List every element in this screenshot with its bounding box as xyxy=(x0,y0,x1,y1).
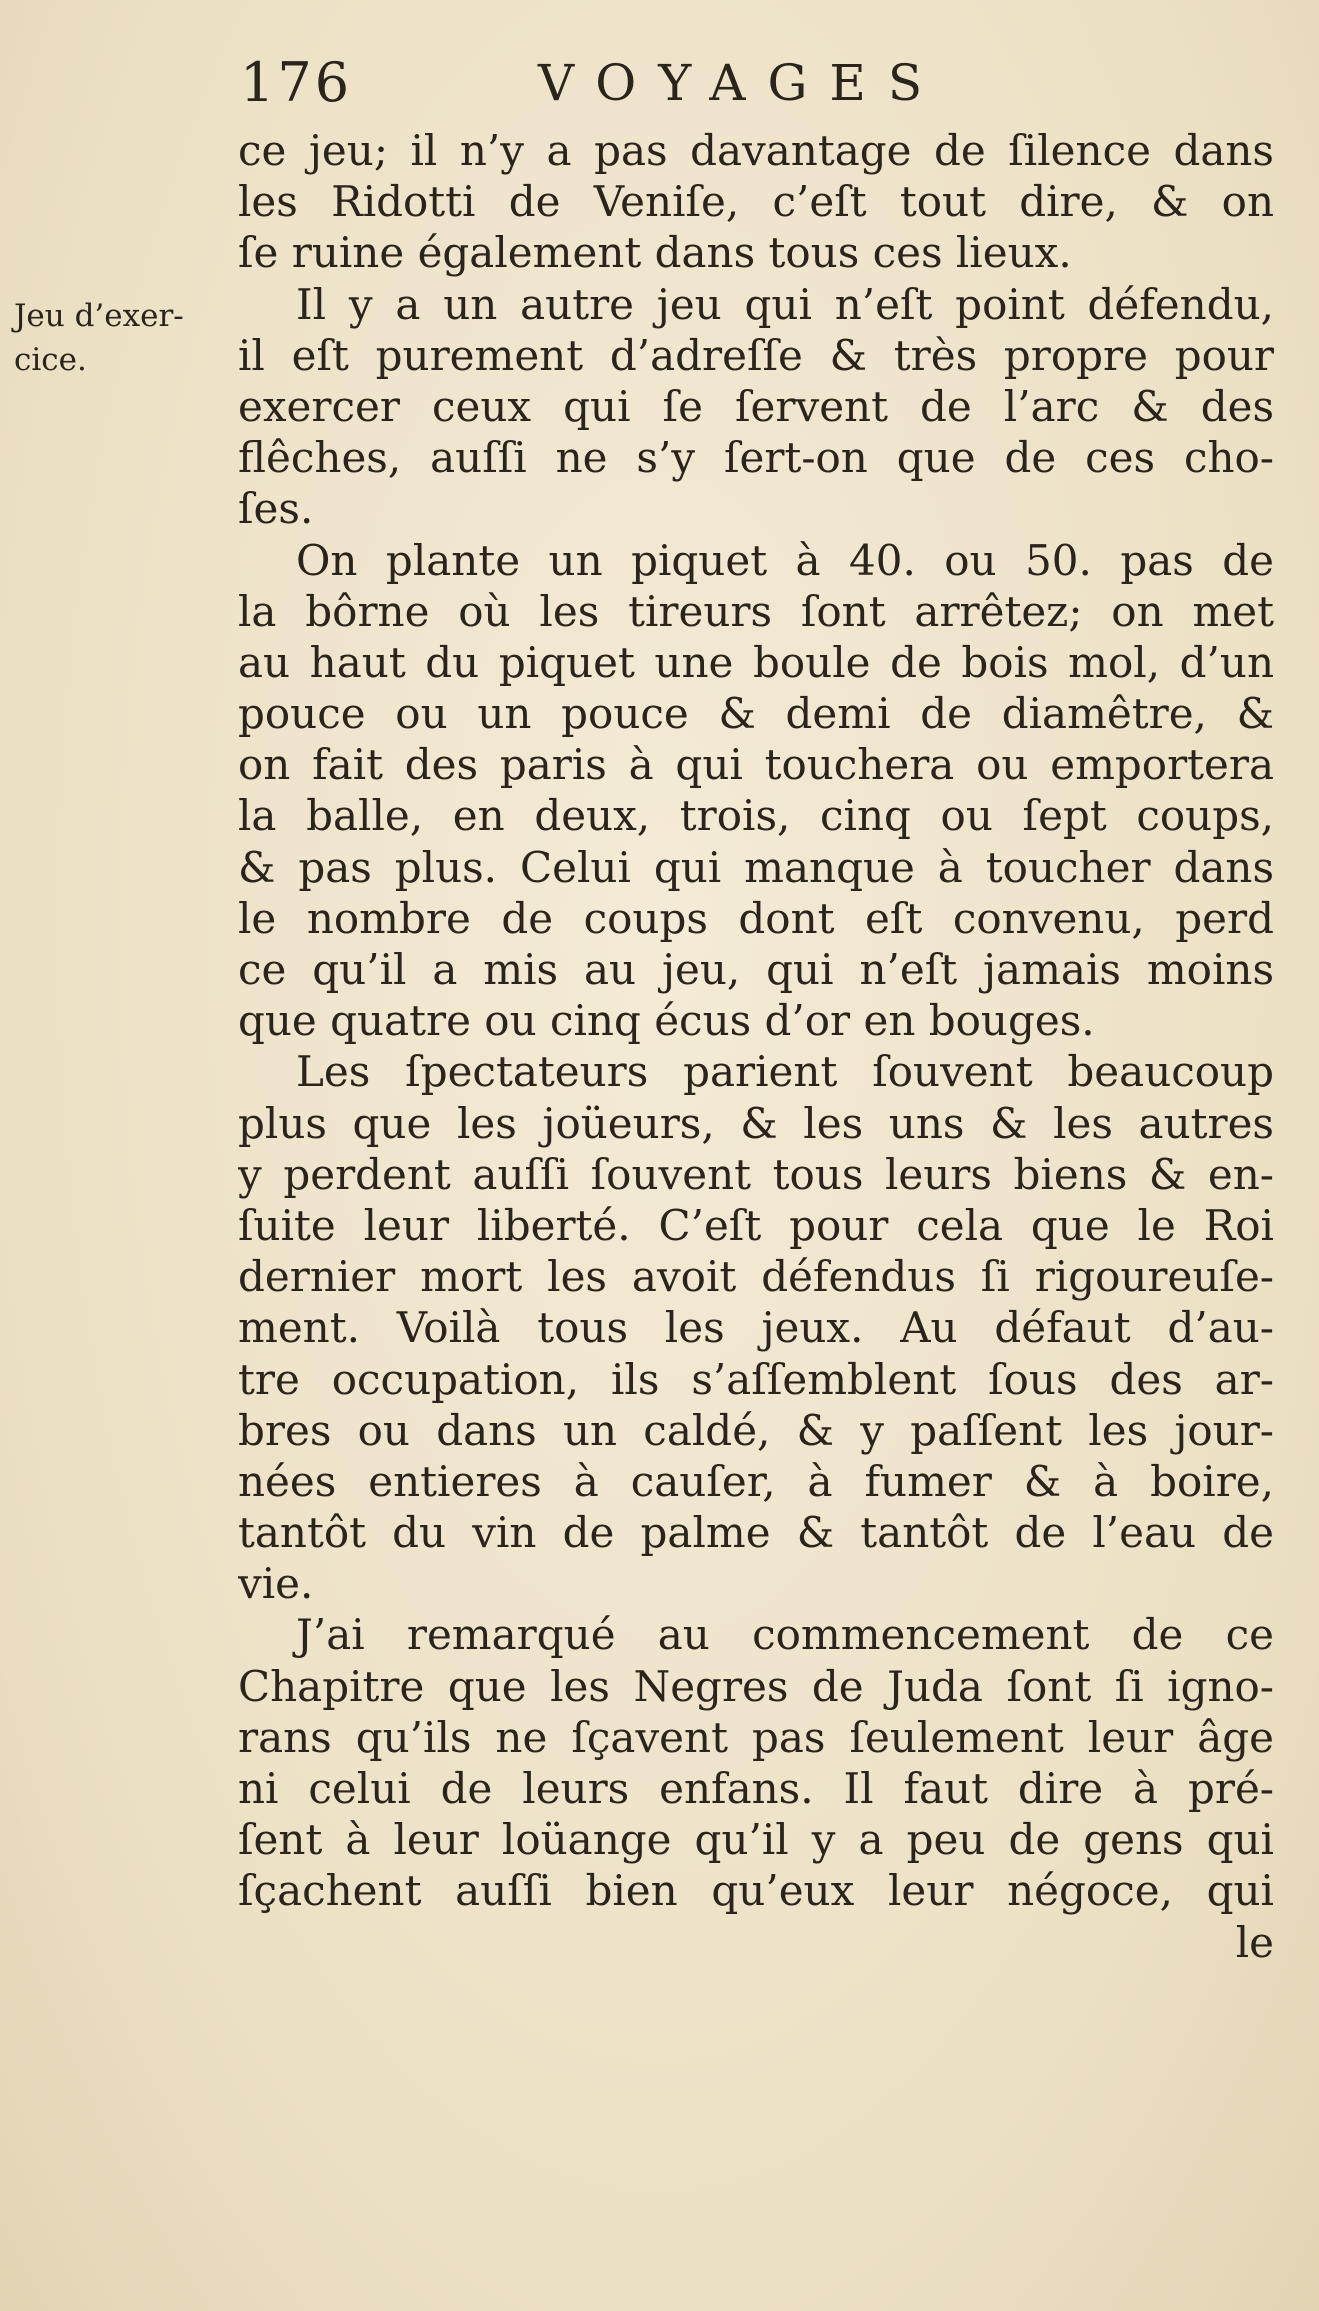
text-line: ſçachent auſſi bien qu’eux leur négoce, qui xyxy=(238,1866,1274,1916)
text-line: tre occupation, ils s’aſſemblent ſous des ar- xyxy=(238,1354,1274,1404)
text-line: ſuite leur liberté. C’eſt pour cela que le Roi xyxy=(238,1200,1274,1250)
margin-note xyxy=(14,294,214,382)
body-text xyxy=(238,125,1274,1968)
text-line: que quatre ou cinq écus d’or en bouges. xyxy=(238,996,1095,1046)
text-line: bres ou dans un caldé, & y paſſent les jour- xyxy=(238,1405,1274,1455)
text-line: nées entieres à cauſer, à fumer & à boire, xyxy=(238,1456,1274,1506)
text-line: exercer ceux qui ſe ſervent de l’arc & des xyxy=(238,381,1274,431)
text-line: Les ſpectateurs parient ſouvent beaucoup xyxy=(296,1047,1274,1097)
margin-note-line: cice. xyxy=(14,342,87,378)
margin-note-line: Jeu d’exer- xyxy=(14,298,184,334)
text-line: On plante un piquet à 40. ou 50. pas de xyxy=(296,535,1274,585)
text-line: flêches, auſſi ne s’y ſert-on que de ces cho- xyxy=(238,433,1274,483)
text-line: Il y a un autre jeu qui n’eſt point défendu, xyxy=(296,279,1274,329)
text-line: plus que les joüeurs, & les uns & les autres xyxy=(238,1098,1274,1148)
text-line: ſe ruine également dans tous ces lieux. xyxy=(238,228,1072,278)
text-line: la balle, en deux, trois, cinq ou ſept coups, xyxy=(238,791,1274,841)
text-line: Chapitre que les Negres de Juda ſont ſi igno- xyxy=(238,1661,1274,1711)
text-line: les Ridotti de Veniſe, c’eſt tout dire, & on xyxy=(238,177,1274,227)
text-line: on fait des paris à qui touchera ou emportera xyxy=(238,740,1274,790)
text-line: vie. xyxy=(238,1559,314,1609)
running-header xyxy=(240,52,1300,114)
text-line: J’ai remarqué au commencement de ce xyxy=(296,1610,1274,1660)
text-line: au haut du piquet une boule de bois mol, d’un xyxy=(238,637,1274,687)
text-line: y perdent auſſi ſouvent tous leurs biens & en- xyxy=(238,1149,1274,1199)
running-title: VOYAGES xyxy=(538,54,945,112)
text-line: ce qu’il a mis au jeu, qui n’eſt jamais moins xyxy=(238,945,1274,994)
text-line: ſes. xyxy=(238,484,314,534)
text-line: tantôt du vin de palme & tantôt de l’eau de xyxy=(238,1508,1274,1558)
page-number: 176 xyxy=(240,51,353,114)
text-line: ment. Voilà tous les jeux. Au défaut d’au- xyxy=(238,1303,1274,1353)
text-line: ſent à leur loüange qu’il y a peu de gens qui xyxy=(238,1815,1274,1865)
text-line: pouce ou un pouce & demi de diamêtre, & xyxy=(238,689,1274,739)
text-line: & pas plus. Celui qui manque à toucher dans xyxy=(238,842,1274,892)
catchword: le xyxy=(1235,1917,1274,1967)
text-line: ce jeu; il n’y a pas davantage de ſilence dans xyxy=(238,126,1274,175)
text-line: il eſt purement d’adreſſe & très propre pour xyxy=(238,330,1274,380)
text-line: la bôrne où les tireurs ſont arrêtez; on met xyxy=(238,586,1274,636)
text-line: rans qu’ils ne ſçavent pas ſeulement leur âge xyxy=(238,1712,1274,1762)
text-line: ni celui de leurs enfans. Il faut dire à pré- xyxy=(238,1764,1274,1813)
text-line: le nombre de coups dont eſt convenu, perd xyxy=(238,893,1274,943)
text-line: dernier mort les avoit défendus ſi rigoureuſe- xyxy=(238,1252,1274,1302)
